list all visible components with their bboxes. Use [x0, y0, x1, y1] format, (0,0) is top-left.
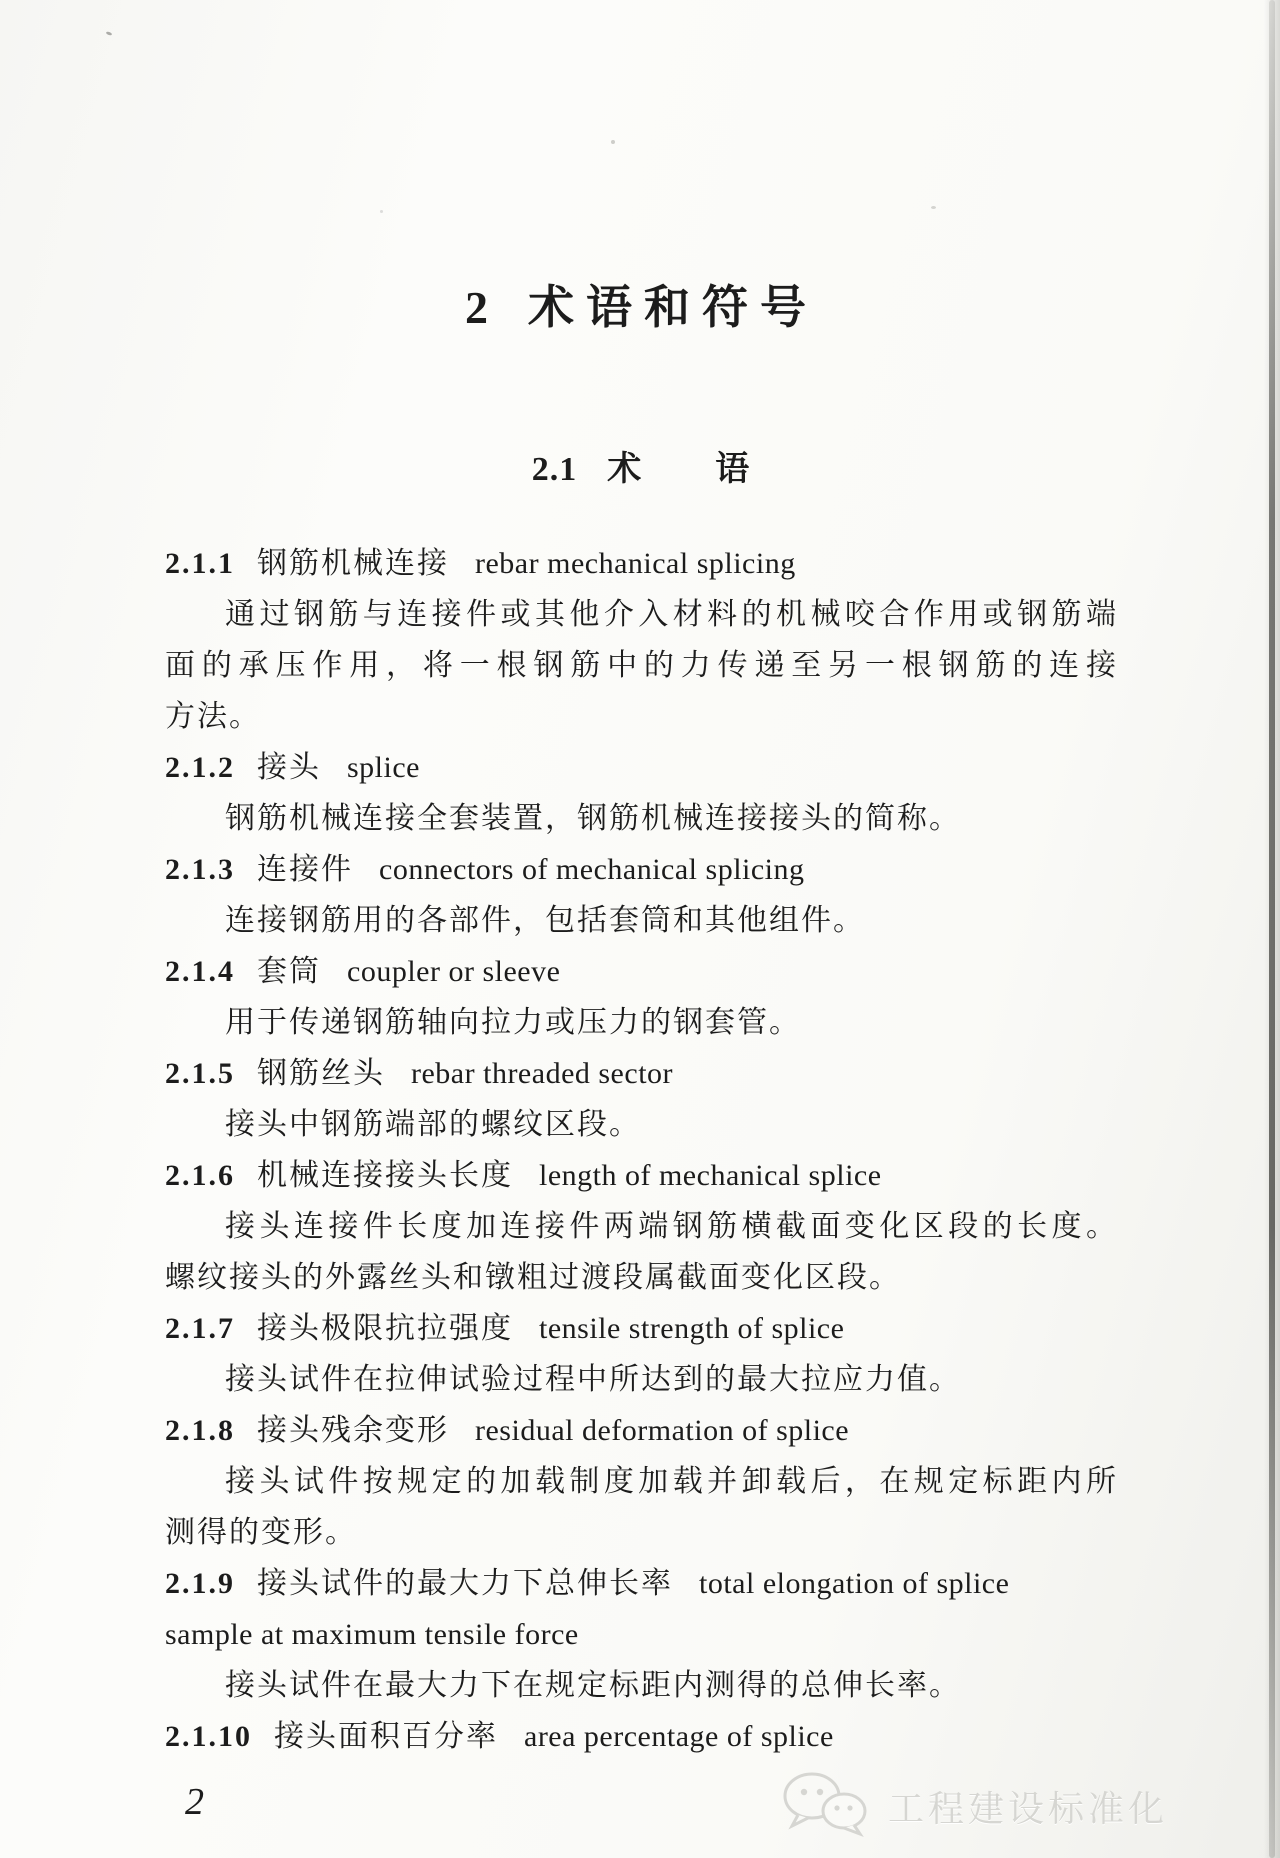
term-english: rebar mechanical splicing — [475, 547, 796, 580]
term-heading — [165, 1711, 1118, 1762]
scan-speck — [106, 31, 113, 36]
definition-line: 通过钢筋与连接件或其他介入材料的机械咬合作用或钢筋端 — [225, 598, 1118, 631]
term-number: 2.1.2 — [165, 751, 235, 784]
term-chinese: 钢筋机械连接 — [257, 547, 449, 580]
term-number: 2.1.9 — [165, 1567, 235, 1600]
definition-line: 钢筋机械连接全套装置，钢筋机械连接接头的简称。 — [225, 802, 961, 835]
term-chinese: 接头试件的最大力下总伸长率 — [257, 1567, 673, 1600]
term-definition — [165, 1660, 1118, 1711]
term-english: rebar threaded sector — [411, 1057, 674, 1090]
term-english: tensile strength of splice — [539, 1312, 845, 1345]
term-chinese: 接头残余变形 — [257, 1414, 449, 1447]
terms-list — [165, 538, 1118, 1762]
definition-line: 方法。 — [165, 700, 261, 733]
definition-line: 螺纹接头的外露丝头和镦粗过渡段属截面变化区段。 — [165, 1261, 901, 1294]
term-chinese: 机械连接接头长度 — [257, 1159, 513, 1192]
term-english: area percentage of splice — [524, 1720, 834, 1753]
term-english: total elongation of splice — [699, 1567, 1010, 1600]
term-english: splice — [347, 751, 420, 784]
definition-line: 测得的变形。 — [165, 1516, 357, 1549]
term-definition — [165, 589, 1118, 742]
term-number: 2.1.10 — [165, 1720, 252, 1753]
term-chinese: 套筒 — [257, 955, 321, 988]
section-title-text: 术 语 — [607, 451, 752, 488]
term-heading — [165, 946, 1118, 997]
term-english-continuation: sample at maximum tensile force — [165, 1618, 579, 1651]
term-number: 2.1.1 — [165, 547, 235, 580]
term-chinese: 接头面积百分率 — [274, 1720, 498, 1753]
section-number: 2.1 — [531, 451, 578, 488]
term-chinese: 钢筋丝头 — [257, 1057, 385, 1090]
term-entry — [165, 946, 1118, 1048]
term-definition — [165, 1354, 1118, 1405]
definition-line: 用于传递钢筋轴向拉力或压力的钢套管。 — [225, 1006, 801, 1039]
definition-line: 面的承压作用，将一根钢筋中的力传递至另一根钢筋的连接 — [165, 649, 1118, 682]
term-heading — [165, 1558, 1118, 1660]
wechat-logo-icon — [778, 1768, 874, 1845]
term-entry — [165, 1048, 1118, 1150]
term-heading — [165, 1048, 1118, 1099]
term-heading — [165, 844, 1118, 895]
definition-line: 接头试件按规定的加载制度加载并卸载后，在规定标距内所 — [225, 1465, 1118, 1498]
definition-line: 连接钢筋用的各部件，包括套筒和其他组件。 — [225, 904, 865, 937]
term-entry — [165, 1405, 1118, 1558]
term-english: coupler or sleeve — [347, 955, 561, 988]
term-english: residual deformation of splice — [475, 1414, 850, 1447]
chapter-title-text: 术语和符号 — [528, 282, 818, 333]
term-entry — [165, 742, 1118, 844]
term-english: connectors of mechanical splicing — [379, 853, 805, 886]
scan-speck — [611, 140, 615, 144]
term-entry — [165, 1303, 1118, 1405]
term-number: 2.1.7 — [165, 1312, 235, 1345]
term-definition — [165, 1456, 1118, 1558]
scan-speck — [380, 210, 383, 213]
term-entry — [165, 1150, 1118, 1303]
page-content — [165, 282, 1118, 1762]
term-english: length of mechanical splice — [539, 1159, 882, 1192]
term-definition — [165, 1099, 1118, 1150]
term-number: 2.1.6 — [165, 1159, 235, 1192]
term-entry — [165, 844, 1118, 946]
term-chinese: 连接件 — [257, 853, 353, 886]
chapter-number: 2 — [465, 282, 488, 333]
book-edge-line — [1269, 0, 1275, 1858]
term-heading — [165, 742, 1118, 793]
term-entry — [165, 1711, 1118, 1762]
term-entry — [165, 538, 1118, 742]
term-number: 2.1.4 — [165, 955, 235, 988]
chapter-title — [165, 282, 1118, 334]
term-definition — [165, 997, 1118, 1048]
term-definition — [165, 793, 1118, 844]
term-heading — [165, 1303, 1118, 1354]
definition-line: 接头试件在最大力下在规定标距内测得的总伸长率。 — [225, 1669, 961, 1702]
definition-line: 接头连接件长度加连接件两端钢筋横截面变化区段的长度。 — [225, 1210, 1118, 1243]
term-heading — [165, 538, 1118, 589]
page-number: 2 — [185, 1781, 204, 1823]
term-number: 2.1.8 — [165, 1414, 235, 1447]
term-chinese: 接头 — [257, 751, 321, 784]
definition-line: 接头试件在拉伸试验过程中所达到的最大拉应力值。 — [225, 1363, 961, 1396]
term-definition — [165, 1201, 1118, 1303]
term-heading — [165, 1150, 1118, 1201]
section-title — [165, 450, 1118, 490]
term-number: 2.1.3 — [165, 853, 235, 886]
term-definition — [165, 895, 1118, 946]
watermark-text: 工程建设标准化 — [887, 1789, 1168, 1829]
watermark — [778, 1768, 1168, 1845]
term-chinese: 接头极限抗拉强度 — [257, 1312, 513, 1345]
scan-speck — [931, 206, 936, 209]
term-entry — [165, 1558, 1118, 1711]
definition-line: 接头中钢筋端部的螺纹区段。 — [225, 1108, 641, 1141]
term-heading — [165, 1405, 1118, 1456]
term-number: 2.1.5 — [165, 1057, 235, 1090]
